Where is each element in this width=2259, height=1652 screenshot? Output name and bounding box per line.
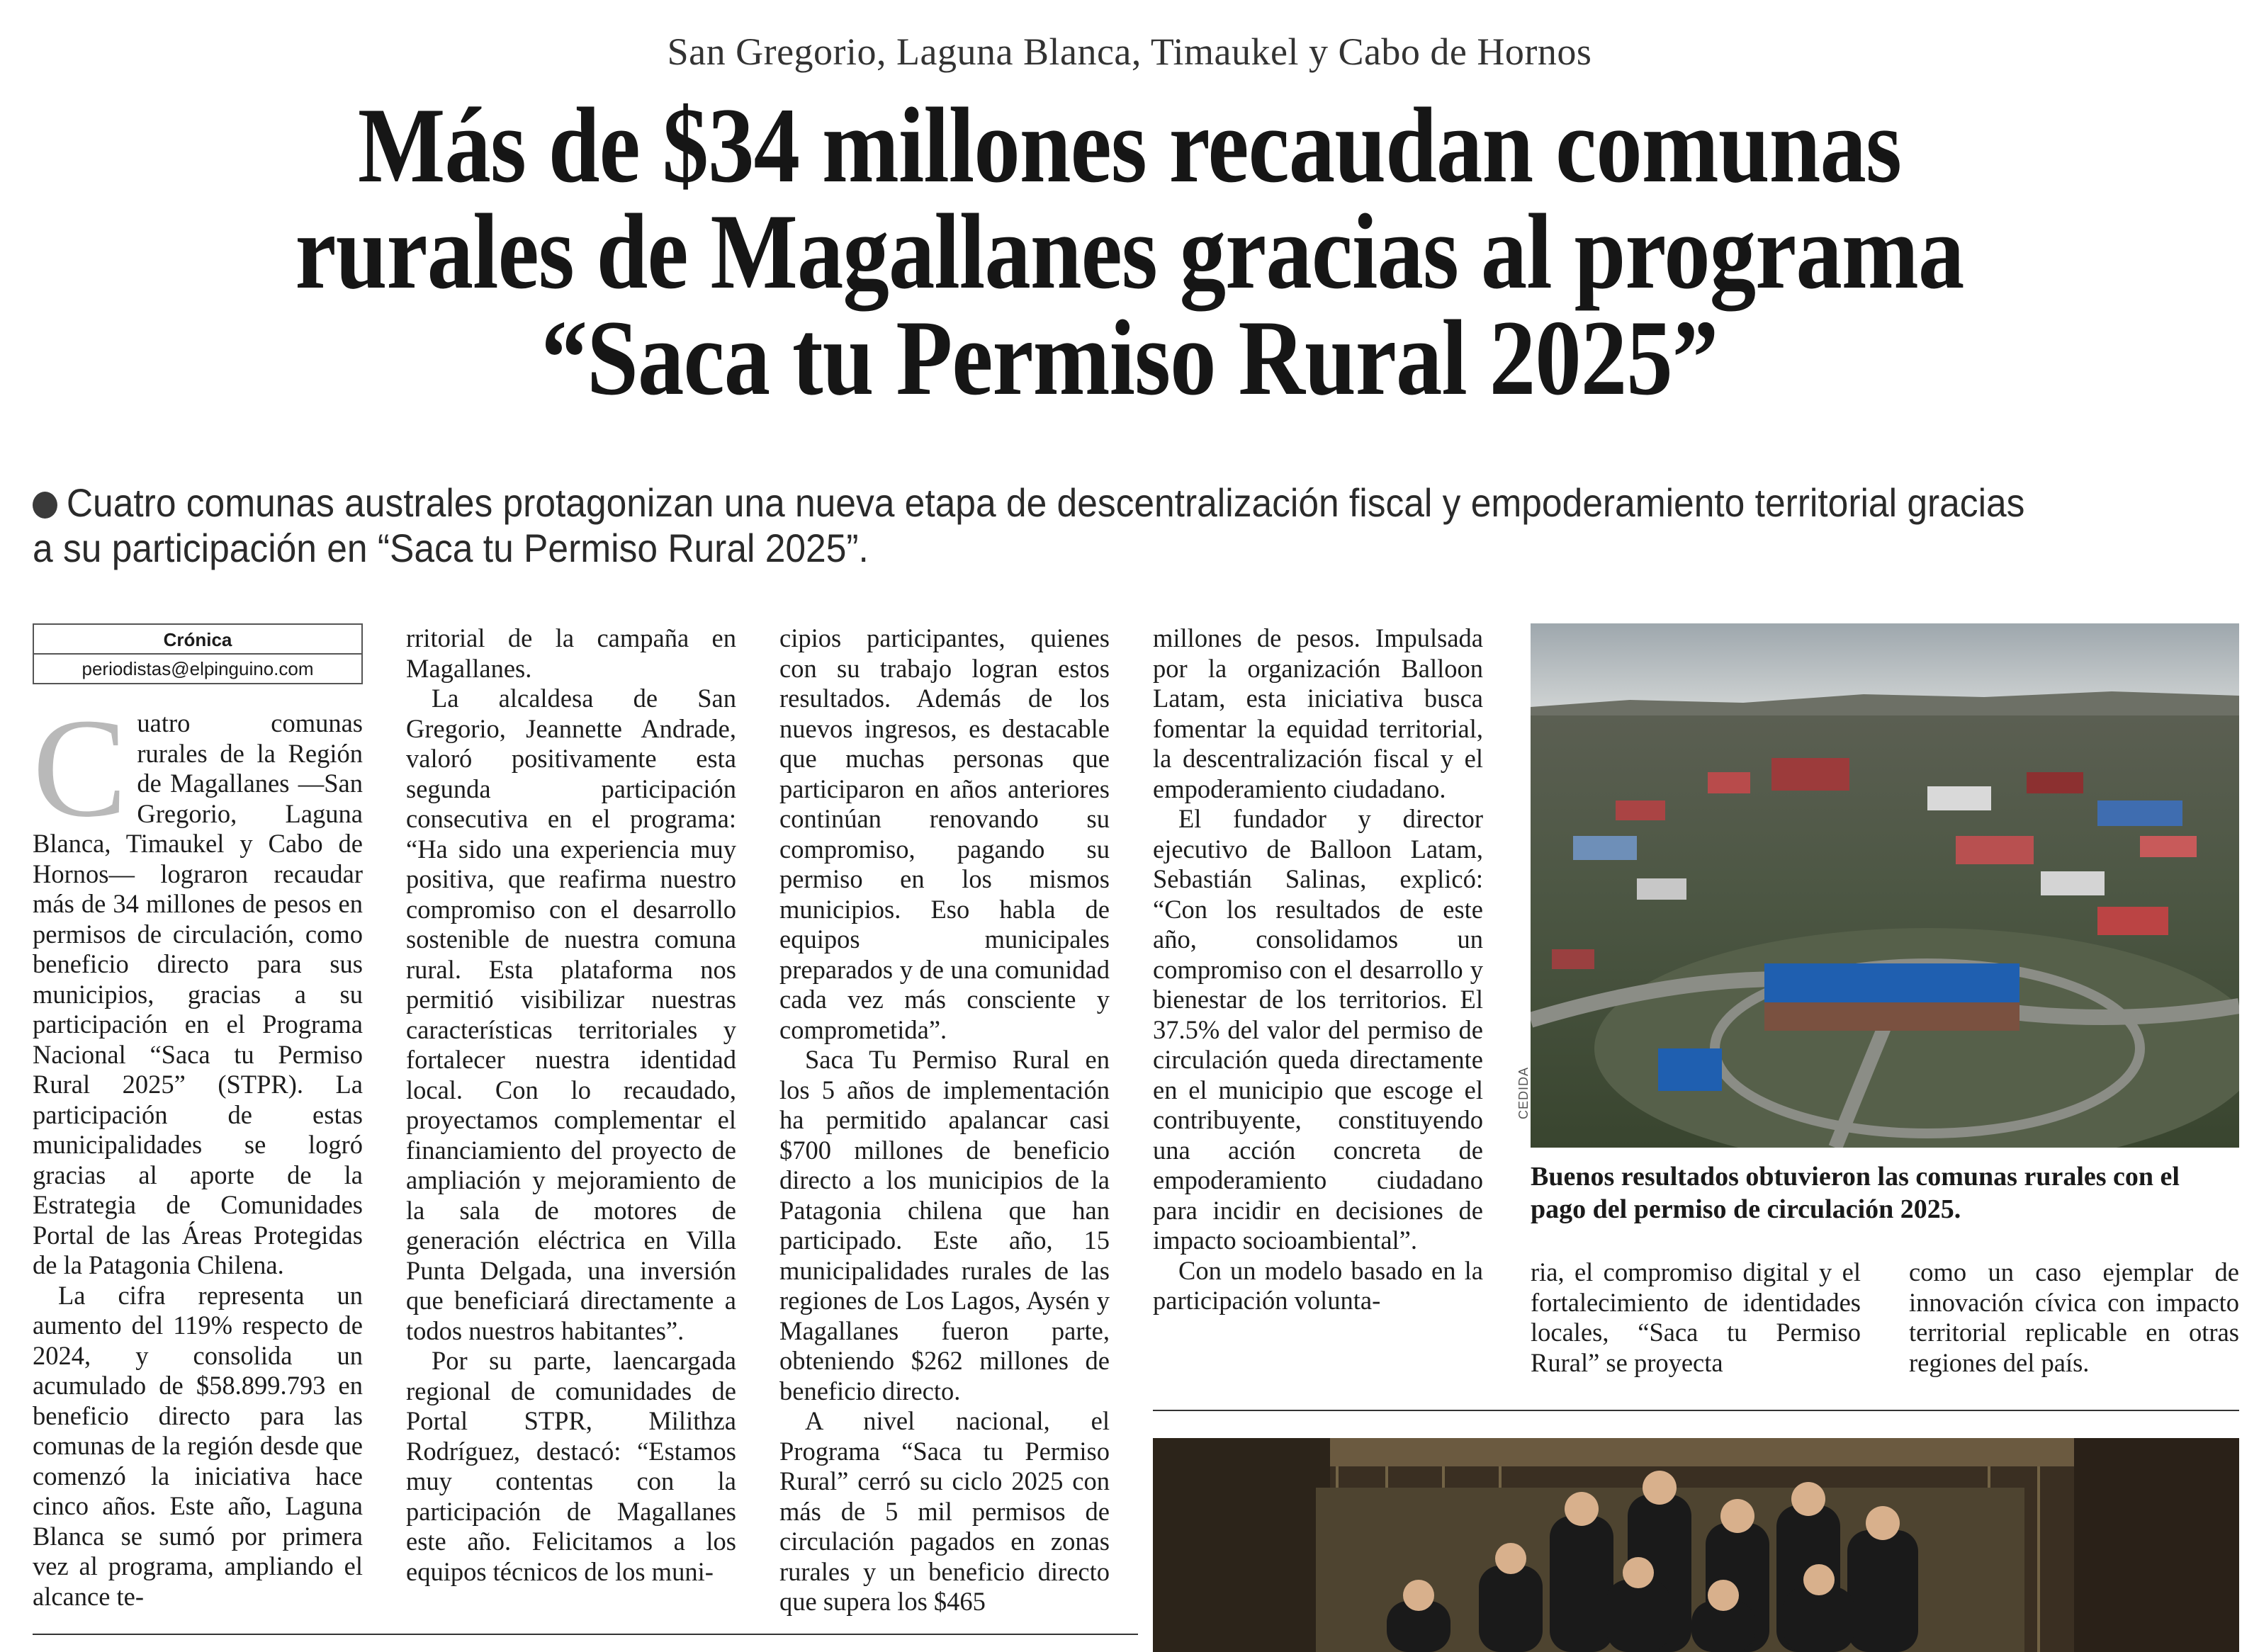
- paragraph: Con un modelo basado en la participación volunta-: [1153, 1255, 1483, 1315]
- headline-line-2: rurales de Magallanes gracias al programa: [295, 192, 1964, 311]
- byline-email[interactable]: periodistas@elpinguino.com: [81, 658, 314, 679]
- aerial-photo-image: [1531, 623, 2239, 1148]
- section-divider: [1153, 1410, 2239, 1411]
- paragraph: Saca Tu Permiso Rural en los 5 años de implementación ha permitido apalancar casi $700 millones de beneficio directo a los municipios de la Patagonia chilena que han participado. Este año, 15 municipalidades rurales de las regiones de Los Lagos, Aysén y Magallanes fueron parte, obteniendo $262 millones de beneficio directo.: [779, 1045, 1110, 1405]
- headline-line-1: Más de $34 millones recaudan comunas: [357, 86, 1902, 205]
- article-column-3: [779, 623, 1110, 1622]
- paragraph: A nivel nacional, el Programa “Saca tu Permiso Rural” cerró su ciclo 2025 con más de 5 mil permisos de circulación pagados en zonas rurales y un beneficio directo que supera los $465: [779, 1406, 1110, 1616]
- paragraph: cipios participantes, quienes con su trabajo logran estos resultados. Además de los nuevos ingresos, es destacable que muchas personas que participaron en años anteriores continúan renovando su compromiso, pagando su permiso en los mismos municipios. Eso habla de equipos municipales preparados y de una comunidad cada vez más consciente y comprometida”.: [779, 623, 1110, 1044]
- paragraph: rritorial de la campaña en Magallanes.: [406, 623, 736, 683]
- group-photo: [1153, 1438, 2239, 1652]
- paragraph: [33, 690, 363, 1281]
- section-label: Crónica: [34, 625, 361, 655]
- kicker: San Gregorio, Laguna Blanca, Timaukel y Cabo de Hornos: [667, 30, 1592, 73]
- headline-line-3: “Saca tu Permiso Rural 2025”: [541, 298, 1718, 417]
- aerial-town-photo: [1531, 623, 2239, 1148]
- paragraph: como un caso ejemplar de innovación cívica con impacto territorial replicable en otras regiones del país.: [1909, 1257, 2239, 1377]
- paragraph: Por su parte, laencargada regional de comunidades de Portal STPR, Milithza Rodríguez, destacó: “Estamos muy contentas con la participación de Magallanes este año. Felicitamos a los equipos técnicos de los muni-: [406, 1346, 736, 1586]
- summary-lede: [33, 480, 2054, 571]
- headline: [183, 86, 2077, 417]
- photo-credit: CEDIDA: [1516, 1066, 1531, 1119]
- article-column-1: [33, 690, 363, 1622]
- paragraph: La cifra representa un aumento del 119% respecto de 2024, y consolida un acumulado de $58.899.793 en beneficio directo para las comunas de la región desde que comenzó la iniciativa hace cinco años. Este año, Laguna Blanca se sumó por primera vez al programa, ampliando el alcance te-: [33, 1280, 363, 1611]
- group-photo-image: [1153, 1438, 2239, 1652]
- bottom-rule: [33, 1634, 1138, 1635]
- paragraph: millones de pesos. Impulsada por la organización Balloon Latam, esta iniciativa busca fomentar la equidad territorial, la descentralización fiscal y el empoderamiento ciudadano.: [1153, 623, 1483, 803]
- paragraph: El fundador y director ejecutivo de Balloon Latam, Sebastián Salinas, explicó: “Con los resultados de este año, consolidamos un compromiso con el desarrollo y bienestar de los territorios. El 37.5% del valor del permiso de circulación queda directamente en el municipio que escoge el contribuyente, constituyendo una acción concreta de empoderamiento ciudadano para incidir en decisiones de impacto socioambiental”.: [1153, 804, 1483, 1255]
- summary-text: Cuatro comunas australes protagonizan una nueva etapa de descentralización fiscal y empoderamiento territorial gracias a su participación en “Saca tu Permiso Rural 2025”.: [33, 480, 2025, 570]
- article-column-4: [1153, 623, 1483, 1403]
- photo-caption: Buenos resultados obtuvieron las comunas rurales con el pago del permiso de circulación 2025.: [1531, 1162, 2180, 1224]
- article-column-5: [1531, 1257, 1861, 1399]
- paragraph-text: uatro comunas rurales de la Región de Magallanes —San Gregorio, Laguna Blanca, Timaukel y Cabo de Hornos— lograron recaudar más de 34 millones de pesos en permisos de circulación, como beneficio directo para sus municipios, gracias a su participación en el Programa Nacional “Saca tu Permiso Rural 2025” (STPR). La participación de estas municipalidades se logró gracias al aporte de la Estrategia de Comunidades Portal de las Áreas Protegidas de la Patagonia Chilena.: [33, 708, 363, 1279]
- paragraph: La alcaldesa de San Gregorio, Jeannette Andrade, valoró positivamente esta segunda participación consecutiva en el programa: “Ha sido una experiencia muy positiva, que reafirma nuestro compromiso con el desarrollo sostenible de nuestra comuna rural. Esta plataforma nos permitió visibilizar nuestras características territoriales y fortalecer nuestra identidad local. Con lo recaudado, proyectamos complementar el financiamiento del proyecto de ampliación y mejoramiento de la sala de motores de generación eléctrica en Villa Punta Delgada, una inversión que beneficiará directamente a todos nuestros habitantes”.: [406, 684, 736, 1345]
- paragraph: ria, el compromiso digital y el fortalecimiento de identidades locales, “Saca tu Permiso Rural” se proyecta: [1531, 1257, 1861, 1377]
- bullet-icon: [33, 492, 57, 519]
- article-column-2: [406, 623, 736, 1622]
- byline-box: [33, 623, 363, 684]
- article-column-6: [1909, 1257, 2239, 1399]
- drop-cap: C: [33, 690, 128, 847]
